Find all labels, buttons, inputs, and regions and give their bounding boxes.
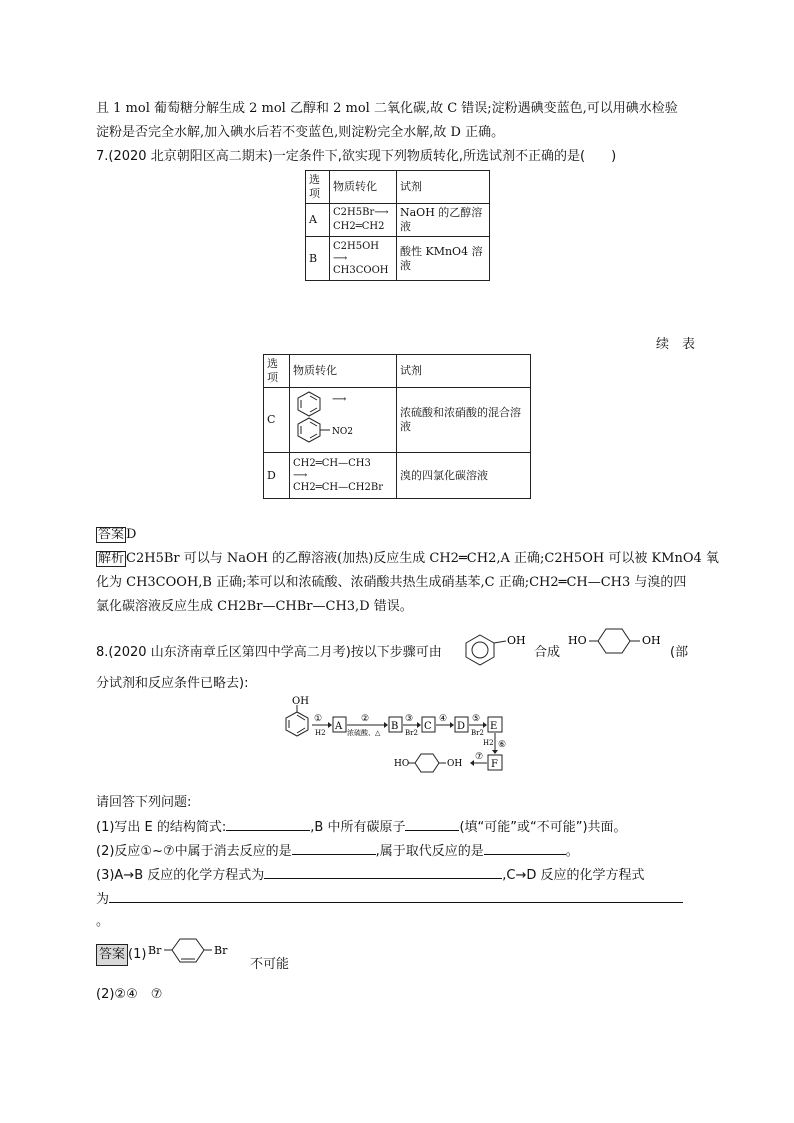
header-reagent: 试剂 xyxy=(397,171,490,204)
compound-a: A xyxy=(335,721,343,732)
step-5-reagent: Br2 xyxy=(471,729,484,737)
sub-1-blank-coplanar[interactable] xyxy=(405,818,459,831)
q7-answer xyxy=(96,527,136,543)
answer-1-coplanar: 不可能 xyxy=(250,957,290,972)
step-5-label: ⑤ xyxy=(472,714,481,724)
compound-f: F xyxy=(491,759,498,770)
q8-stem-part-4: 分试剂和反应条件已略去): xyxy=(96,676,249,691)
diol-ho-label: HO xyxy=(568,634,587,647)
phenol-ring-icon xyxy=(466,635,506,665)
sub-2-blank-substitution[interactable] xyxy=(484,842,566,855)
compound-c: C xyxy=(424,721,432,732)
header-option: 选项 xyxy=(264,355,290,388)
q7-analysis-line-2: 化为 CH3COOH,B 正确;苯可以和浓硫酸、浓硝酸共热生成硝基苯,C 正确;CH2═CH—CH3 与溴的四 xyxy=(96,575,687,590)
q7-table-2 xyxy=(263,354,531,499)
compound-d: D xyxy=(457,721,466,732)
q8-stem-part-2: 合成 xyxy=(534,645,561,660)
q8-sub-2 xyxy=(96,840,579,859)
sub-2-part-a: (2)反应①~⑦中属于消去反应的是 xyxy=(96,844,292,859)
q8-stem-part-1: 8.(2020 山东济南章丘区第四中学高二月考)按以下步骤可由 xyxy=(96,645,442,660)
nitrobenzene-ring-icon xyxy=(298,418,330,442)
diol-oh-label: OH xyxy=(642,634,661,647)
row-d-option: D xyxy=(264,453,290,499)
phenol-oh-label: OH xyxy=(507,634,526,647)
product-ho-label: HO xyxy=(394,759,410,769)
sub-3-part-b: ,C→D 反应的化学方程式 xyxy=(502,868,645,883)
row-c-reagent: 浓硫酸和浓硝酸的混合溶液 xyxy=(397,388,531,453)
benzene-ring-icon xyxy=(298,392,320,416)
phenol-structure xyxy=(460,632,530,666)
step-6-label: ⑥ xyxy=(498,740,507,750)
cyclohexene-ring-icon xyxy=(164,939,212,962)
analysis-text-1: C2H5Br 可以与 NaOH 的乙醇溶液(加热)反应生成 CH2═CH2,A 正确;C2H5OH 可以被 KMnO4 氧 xyxy=(126,551,719,566)
row-b-reagent: 酸性 KMnO4 溶液 xyxy=(397,237,490,281)
row-a-reagent: NaOH 的乙醇溶液 xyxy=(397,204,490,237)
q7-table-1 xyxy=(305,170,490,281)
sub-2-part-c: 。 xyxy=(565,844,579,859)
nitro-group-label: NO2 xyxy=(332,427,353,437)
prev-answer-line-2: 淀粉是否完全水解,加入碘水后若不变蓝色,则淀粉完全水解,故 D 正确。 xyxy=(96,125,505,140)
q8-sub-1 xyxy=(96,816,627,835)
header-conversion: 物质转化 xyxy=(290,355,397,388)
sub-3-blank-c-to-d[interactable] xyxy=(109,890,683,903)
step-1-reagent: H2 xyxy=(315,729,326,737)
sub-3-end: 。 xyxy=(96,914,110,929)
q8-stem-part-3: (部 xyxy=(670,645,689,660)
row-b-arrow: ⟶ xyxy=(333,252,348,264)
benzene-to-nitrobenzene-diagram xyxy=(290,388,394,448)
conversion-arrow: ⟶ xyxy=(332,394,347,405)
q8-prompt: 请回答下列问题: xyxy=(96,795,192,810)
sub-3-blank-a-to-b[interactable] xyxy=(264,866,502,879)
synthesis-scheme xyxy=(284,695,514,777)
row-a-option: A xyxy=(306,204,330,237)
sub-1-part-c: (填“可能”或“不可能”)共面。 xyxy=(459,820,627,835)
row-d-conv-2: CH2═CH—CH2Br xyxy=(293,481,383,493)
sub-2-part-b: ,属于取代反应的是 xyxy=(375,844,484,859)
answer-label: 答案 xyxy=(96,944,128,966)
continued-table-label: 续 表 xyxy=(656,337,696,352)
step-2-reagent: 浓硫酸、△ xyxy=(347,729,381,737)
step-1-label: ① xyxy=(314,714,323,724)
sub-3-part-c: 为 xyxy=(96,892,110,907)
step-4-label: ④ xyxy=(439,714,448,724)
q7-analysis-line-3: 氯化碳溶液反应生成 CH2Br—CHBr—CH3,D 错误。 xyxy=(96,599,413,614)
analysis-label: 解析 xyxy=(98,551,125,566)
prev-answer-line-1: 且 1 mol 葡萄糖分解生成 2 mol 乙醇和 2 mol 二氧化碳,故 C 错误;淀粉遇碘变蓝色,可以用碘水检验 xyxy=(96,101,678,116)
compound-e: E xyxy=(490,721,498,732)
product-cyclohexane-ring-icon xyxy=(408,754,446,772)
cyclohexane-ring-icon xyxy=(589,629,640,653)
row-a-conv-1: C2H5Br⟶ xyxy=(333,207,389,218)
compound-b: B xyxy=(391,721,399,732)
row-a-conv-2: CH2═CH2 xyxy=(333,221,385,232)
sub-2-blank-elimination[interactable] xyxy=(292,842,376,855)
answer-1-prefix: (1) xyxy=(128,947,147,962)
step-7-label: ⑦ xyxy=(475,752,484,762)
step-3-reagent: Br2 xyxy=(405,729,418,737)
row-b-conv-1: C2H5OH xyxy=(333,240,380,252)
header-option: 选项 xyxy=(306,171,330,204)
sub-1-part-a: (1)写出 E 的结构简式: xyxy=(96,820,227,835)
step-2-label: ② xyxy=(361,714,370,724)
answer-label: 答案 xyxy=(98,527,125,542)
row-d-conv-1: CH2═CH—CH3 xyxy=(293,457,371,469)
e-br-right-label: Br xyxy=(214,944,228,957)
row-c-option: C xyxy=(264,388,290,453)
scheme-oh-label: OH xyxy=(292,696,309,707)
sub-1-part-b: ,B 中所有碳原子 xyxy=(310,820,406,835)
q7-analysis-line-1 xyxy=(96,551,719,567)
step-6-reagent: H2 xyxy=(483,739,494,747)
header-reagent: 试剂 xyxy=(397,355,531,388)
product-oh-label: OH xyxy=(447,759,463,769)
row-d-arrow: ⟶ xyxy=(293,469,308,481)
q7-stem: 7.(2020 北京朝阳区高二期末)一定条件下,欲实现下列物质转化,所选试剂不正确的是( ) xyxy=(96,149,617,164)
row-b-conv-2: CH3COOH xyxy=(333,264,389,276)
row-b-option: B xyxy=(306,237,330,281)
sub-1-blank-e[interactable] xyxy=(226,818,310,831)
header-conversion: 物质转化 xyxy=(330,171,397,204)
cyclohexanediol-structure xyxy=(568,626,668,660)
sub-3-part-a: (3)A→B 反应的化学方程式为 xyxy=(96,868,265,883)
row-d-reagent: 溴的四氯化碳溶液 xyxy=(397,453,531,499)
q8-sub-3-cont xyxy=(96,888,683,907)
e-structure-dibromocyclohexene xyxy=(146,934,236,968)
e-br-left-label: Br xyxy=(148,944,162,957)
q8-answer-1 xyxy=(96,944,146,966)
q8-sub-3 xyxy=(96,864,645,883)
q8-answer-2: (2)②④ ⑦ xyxy=(96,987,163,1002)
step-3-label: ③ xyxy=(405,714,414,724)
answer-value: D xyxy=(126,527,137,542)
